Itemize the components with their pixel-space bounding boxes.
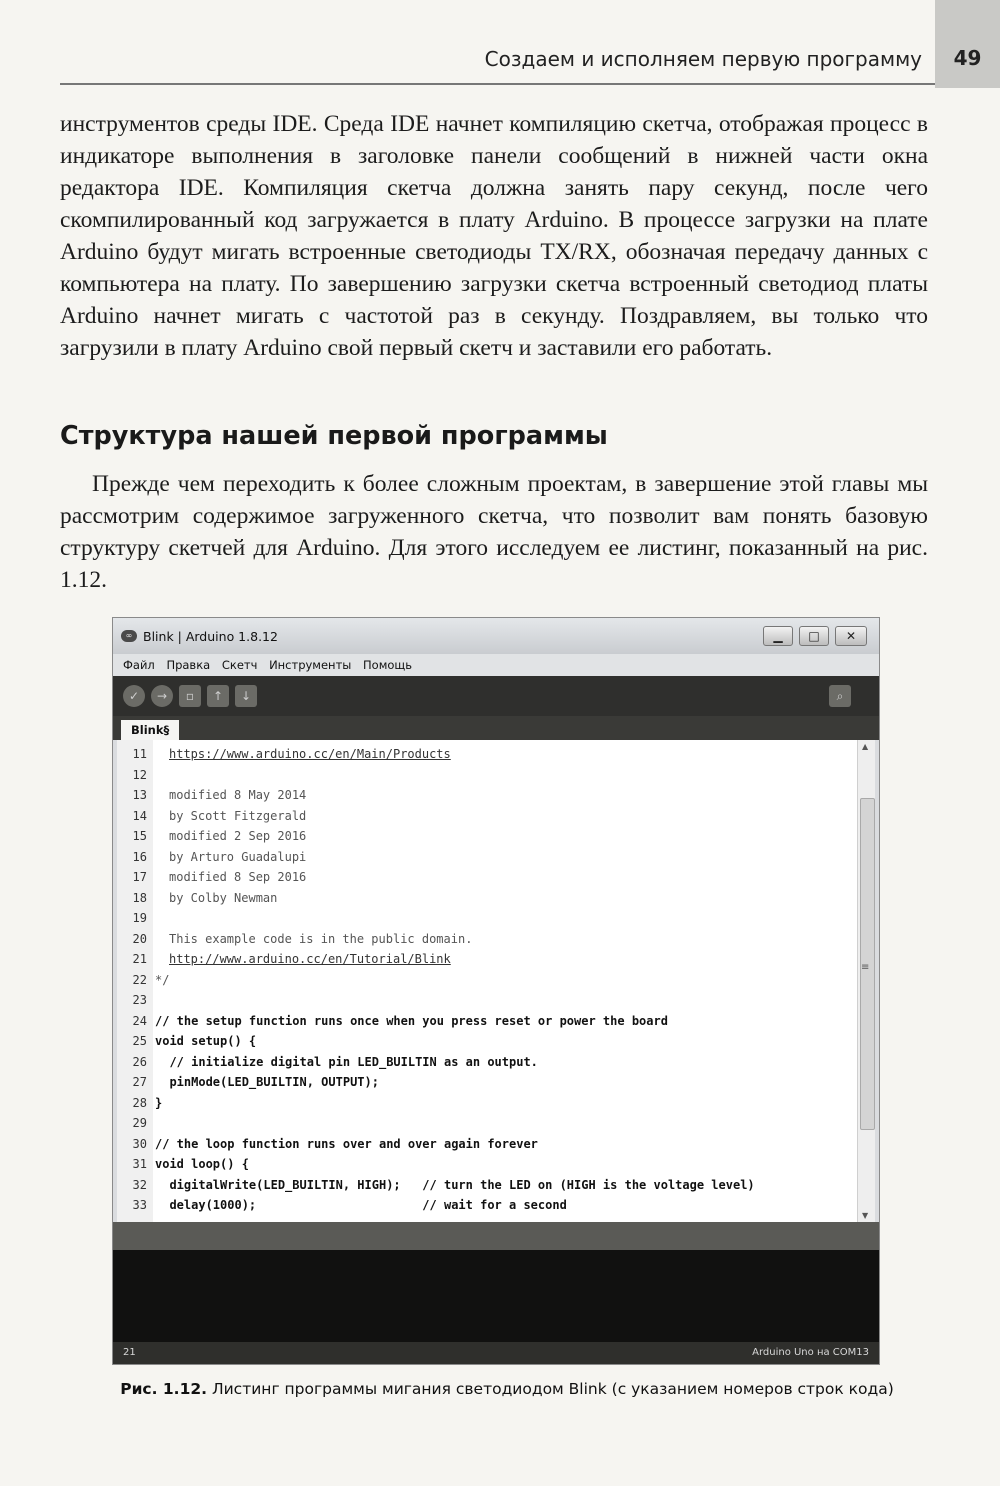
code-line bbox=[117, 806, 857, 827]
upload-icon[interactable]: → bbox=[151, 685, 173, 707]
menu-help[interactable]: Помощь bbox=[363, 658, 413, 672]
code-line bbox=[117, 888, 857, 909]
verify-icon[interactable]: ✓ bbox=[123, 685, 145, 707]
menu-tools[interactable]: Инструменты bbox=[269, 658, 352, 672]
scroll-down-icon[interactable]: ▼ bbox=[862, 1211, 869, 1220]
tab-bar bbox=[113, 716, 879, 740]
console-output bbox=[113, 1250, 879, 1342]
status-board-port: Arduino Uno на COM13 bbox=[752, 1347, 869, 1358]
code-line bbox=[117, 1031, 857, 1052]
line-number: 22 bbox=[132, 972, 147, 987]
line-number: 29 bbox=[132, 1116, 147, 1130]
code-text: */ bbox=[155, 972, 170, 987]
code-line bbox=[117, 929, 857, 950]
line-number: 31 bbox=[132, 1157, 147, 1171]
caption-label: Рис. 1.12. bbox=[120, 1380, 208, 1398]
header-rule bbox=[60, 83, 935, 85]
line-number: 14 bbox=[132, 808, 147, 823]
line-number: 11 bbox=[132, 747, 147, 761]
code-line bbox=[117, 1072, 857, 1093]
line-number: 16 bbox=[132, 849, 147, 864]
editor-scrollbar[interactable] bbox=[857, 740, 875, 1222]
close-button[interactable]: ✕ bbox=[835, 626, 867, 646]
line-number: 15 bbox=[132, 829, 147, 843]
code-line bbox=[117, 949, 857, 970]
code-line bbox=[117, 970, 857, 991]
menu-bar bbox=[113, 654, 879, 676]
code-line bbox=[117, 785, 857, 806]
code-text: modified 8 Sep 2016 bbox=[169, 870, 307, 884]
figure-caption bbox=[92, 1380, 922, 1398]
line-number: 13 bbox=[132, 788, 147, 802]
code-text: by Scott Fitzgerald bbox=[169, 808, 307, 823]
line-number: 27 bbox=[132, 1075, 147, 1089]
code-text: digitalWrite(LED_BUILTIN, HIGH); // turn the LED on (HIGH is the voltage level) bbox=[155, 1177, 755, 1192]
message-bar bbox=[113, 1222, 879, 1250]
line-number: 21 bbox=[132, 952, 147, 966]
line-number: 23 bbox=[132, 993, 147, 1007]
save-sketch-icon[interactable]: ↓ bbox=[235, 685, 257, 707]
code-text: pinMode(LED_BUILTIN, OUTPUT); bbox=[155, 1075, 379, 1089]
code-text: delay(1000); // wait for a second bbox=[155, 1198, 567, 1212]
line-number: 30 bbox=[132, 1136, 147, 1151]
code-line bbox=[117, 1093, 857, 1114]
code-text: void loop() { bbox=[155, 1157, 249, 1171]
code-line bbox=[117, 990, 857, 1011]
code-text: } bbox=[155, 1095, 163, 1110]
line-number: 28 bbox=[132, 1095, 147, 1110]
code-line bbox=[117, 847, 857, 868]
code-text: modified 2 Sep 2016 bbox=[169, 829, 307, 843]
running-header: Создаем и исполняем первую программу bbox=[484, 47, 922, 71]
line-number: 18 bbox=[132, 890, 147, 905]
window-title: Blink | Arduino 1.8.12 bbox=[143, 629, 278, 644]
line-number: 25 bbox=[132, 1034, 147, 1048]
new-sketch-icon[interactable]: ▫ bbox=[179, 685, 201, 707]
arduino-logo-icon: ∞ bbox=[121, 630, 137, 642]
toolbar bbox=[113, 676, 879, 716]
line-number: 33 bbox=[132, 1198, 147, 1212]
scroll-grip-icon: ≡ bbox=[861, 962, 870, 973]
code-line bbox=[117, 1113, 857, 1134]
body-paragraph-1: инструментов среды IDE. Среда IDE начнет компиляцию скетча, отображая процесс в индикаторе выполнения в заголовке панели сообщений в нижней части окна редактора IDE. Компиляция скетча должна занять пару секунд, после чего скомпилированный код загружается в плату Arduino. В процессе загрузки на плате Arduino будут мигать встроенные светодиоды TX/RX, обозначая передачу данных с компьютера на плату. По завершению загрузки скетча встроенный светодиод платы Arduino начнет мигать с частотой раз в секунду. Поздравляем, вы только что загрузили в плату Arduino свой первый скетч и заставили его работать. bbox=[60, 111, 928, 361]
menu-file[interactable]: Файл bbox=[123, 658, 155, 672]
code-editor[interactable] bbox=[117, 740, 875, 1222]
code-text: // the setup function runs once when you press reset or power the board bbox=[155, 1013, 668, 1028]
code-text: void setup() { bbox=[155, 1034, 257, 1048]
code-line bbox=[117, 867, 857, 888]
status-bar bbox=[113, 1342, 879, 1364]
line-number: 24 bbox=[132, 1013, 147, 1028]
code-text: by Arturo Guadalupi bbox=[169, 849, 307, 864]
code-line bbox=[117, 1154, 857, 1175]
code-text: // the loop function runs over and over again forever bbox=[155, 1136, 538, 1151]
status-line-number: 21 bbox=[123, 1347, 136, 1358]
line-number: 20 bbox=[132, 931, 147, 946]
window-titlebar bbox=[113, 618, 879, 654]
code-text: This example code is in the public domain. bbox=[169, 931, 473, 946]
code-line bbox=[117, 908, 857, 929]
line-number: 26 bbox=[132, 1054, 147, 1069]
code-line bbox=[117, 765, 857, 786]
open-sketch-icon[interactable]: ↑ bbox=[207, 685, 229, 707]
line-number: 19 bbox=[132, 911, 147, 925]
maximize-button[interactable]: □ bbox=[799, 626, 829, 646]
code-line bbox=[117, 1195, 857, 1216]
menu-edit[interactable]: Правка bbox=[166, 658, 211, 672]
arduino-ide-screenshot bbox=[112, 617, 880, 1365]
menu-sketch[interactable]: Скетч bbox=[221, 658, 258, 672]
code-text: // initialize digital pin LED_BUILTIN as an output. bbox=[155, 1054, 538, 1069]
serial-monitor-icon[interactable]: ⌕ bbox=[829, 685, 851, 707]
code-text: modified 8 May 2014 bbox=[169, 788, 307, 802]
code-text: http://www.arduino.cc/en/Tutorial/Blink bbox=[169, 952, 451, 966]
line-number: 17 bbox=[132, 870, 147, 884]
code-line bbox=[117, 744, 857, 765]
code-line bbox=[117, 1011, 857, 1032]
code-line bbox=[117, 1134, 857, 1155]
code-text: https://www.arduino.cc/en/Main/Products bbox=[169, 747, 451, 761]
tab-blink[interactable]: Blink§ bbox=[121, 720, 179, 740]
scroll-up-icon[interactable]: ▲ bbox=[862, 742, 869, 751]
code-line bbox=[117, 1175, 857, 1196]
code-line bbox=[117, 1052, 857, 1073]
section-heading: Структура нашей первой программы bbox=[60, 421, 608, 451]
line-number: 32 bbox=[132, 1177, 147, 1192]
body-paragraph-2: Прежде чем переходить к более сложным проектам, в завершение этой главы мы рассмотрим содержимое загруженного скетча, что позволит вам понять базовую структуру скетчей для Arduino. Для этого исследуем ее листинг, показанный на рис. 1.12. bbox=[60, 471, 928, 593]
caption-text: Листинг программы мигания светодиодом Blink (с указанием номеров строк кода) bbox=[207, 1380, 894, 1398]
page-number: 49 bbox=[935, 0, 1000, 88]
line-number: 12 bbox=[132, 767, 147, 782]
code-text: by Colby Newman bbox=[169, 890, 278, 905]
code-line bbox=[117, 826, 857, 847]
minimize-button[interactable]: ▁ bbox=[763, 626, 793, 646]
